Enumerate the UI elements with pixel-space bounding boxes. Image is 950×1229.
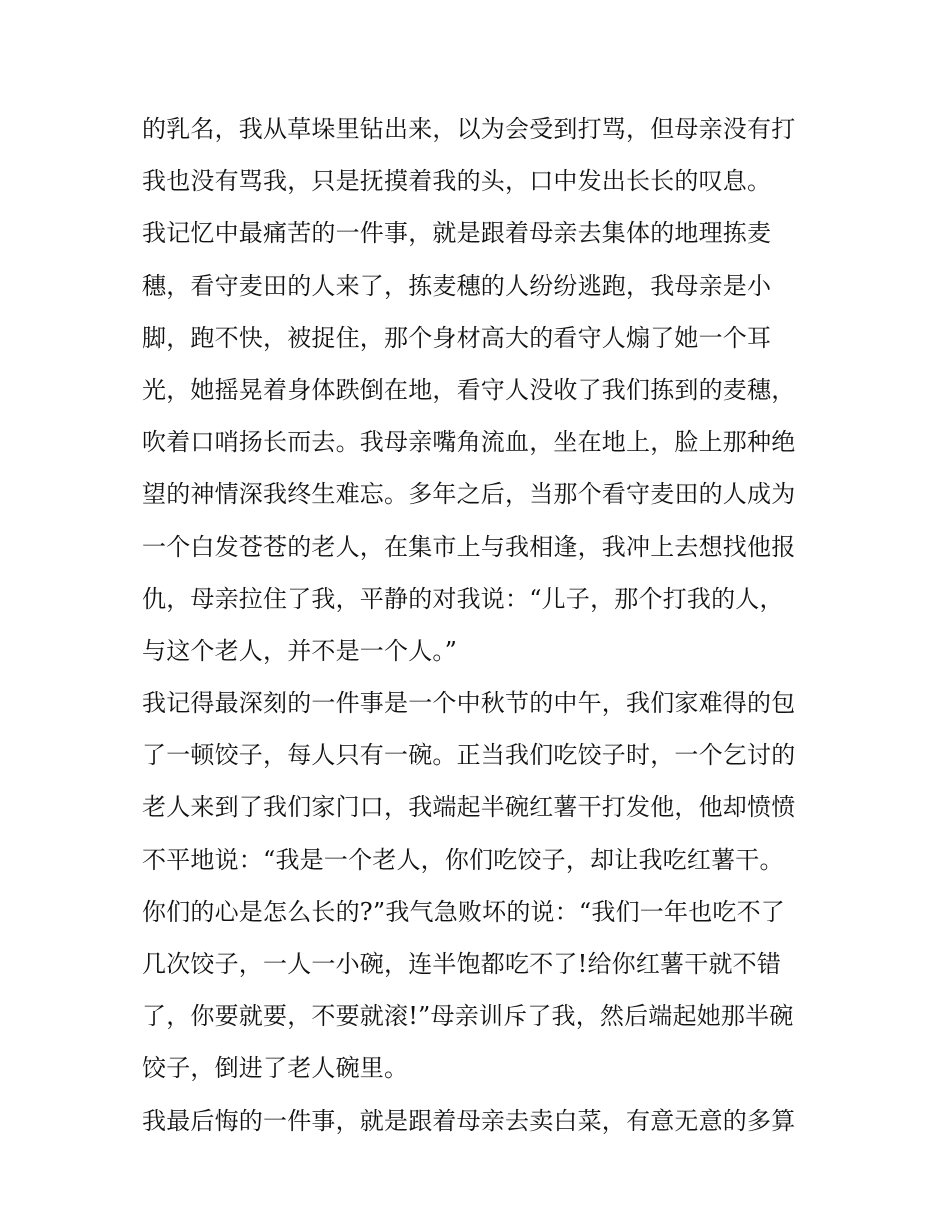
text-line: 吹着口哨扬长而去。我母亲嘴角流血，坐在地上，脸上那种绝	[142, 428, 796, 457]
text-line: 一个白发苍苍的老人，在集市上与我相逢，我冲上去想找他报	[142, 532, 796, 561]
text-line: 光，她摇晃着身体跌倒在地，看守人没收了我们拣到的麦穗，	[142, 375, 796, 404]
text-line: 不平地说：“我是一个老人，你们吃饺子，却让我吃红薯干。	[142, 845, 784, 874]
text-line: 你们的心是怎么长的?”我气急败坏的说：“我们一年也吃不了	[142, 897, 786, 926]
text-line: 我记得最深刻的一件事是一个中秋节的中午，我们家难得的包	[142, 689, 796, 718]
text-line: 穗，看守麦田的人来了，拣麦穗的人纷纷逃跑，我母亲是小	[142, 271, 772, 300]
body-text	[142, 103, 832, 1147]
text-line: 饺子，倒进了老人碗里。	[142, 1054, 409, 1083]
text-line: 的乳名，我从草垛里钻出来，以为会受到打骂，但母亲没有打	[142, 115, 796, 143]
text-line: 仇，母亲拉住了我，平静的对我说：“儿子，那个打我的人，	[142, 584, 784, 613]
text-line: 了一顿饺子，每人只有一碗。正当我们吃饺子时，一个乞讨的	[142, 741, 796, 770]
text-line: 脚，跑不快，被捉住，那个身材高大的看守人煽了她一个耳	[142, 323, 772, 352]
text-line: 望的神情深我终生难忘。多年之后，当那个看守麦田的人成为	[142, 480, 796, 509]
text-line: 老人来到了我们家门口，我端起半碗红薯干打发他，他却愤愤	[142, 793, 796, 822]
text-line: 我记忆中最痛苦的一件事，就是跟着母亲去集体的地理拣麦	[142, 219, 772, 248]
text-line: 几次饺子，一人一小碗，连半饱都吃不了!给你红薯干就不错	[142, 950, 782, 978]
text-line: 了，你要就要，不要就滚!”母亲训斥了我，然后端起她那半碗	[142, 1002, 794, 1031]
text-line: 与这个老人，并不是一个人。”	[142, 636, 458, 665]
text-line: 我最后悔的一件事，就是跟着母亲去卖白菜，有意无意的多算	[142, 1106, 796, 1135]
text-line: 我也没有骂我，只是抚摸着我的头，口中发出长长的叹息。	[142, 167, 772, 196]
